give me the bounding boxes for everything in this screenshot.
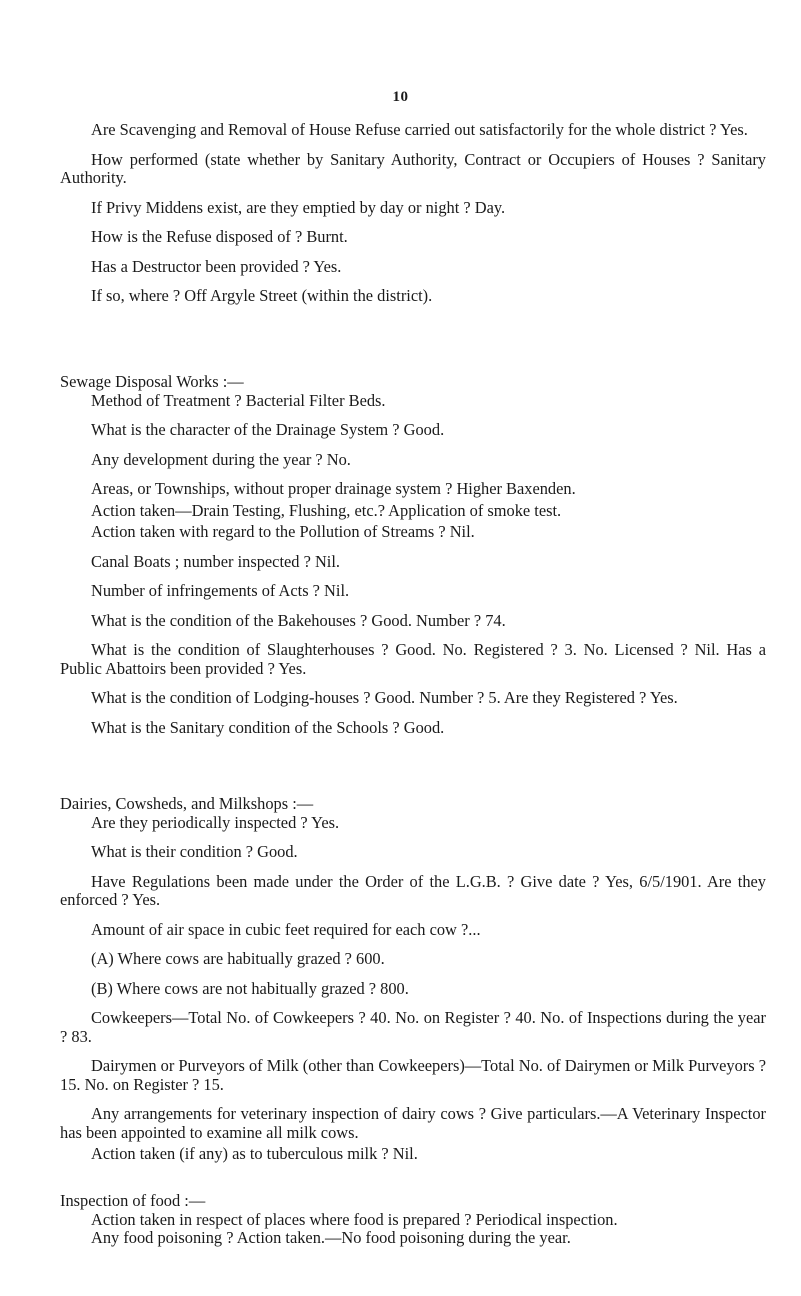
paragraph-grazed-b: (B) Where cows are not habitually grazed ? 800. bbox=[91, 978, 409, 998]
paragraph-slaughterhouses: What is the condition of Slaughterhouses ? Good. No. Registered ? 3. No. Licensed ? Nil. Has a Public Abattoirs been provided ? Yes. bbox=[60, 640, 766, 678]
paragraph-destructor-where: If so, where ? Off Argyle Street (within the district). bbox=[91, 286, 433, 305]
food-section bbox=[60, 1192, 766, 1248]
paragraph-air-space: Amount of air space in cubic feet required for each cow ?... bbox=[91, 919, 481, 939]
paragraph-refuse-disposed: How is the Refuse disposed of ? Burnt. bbox=[91, 227, 348, 246]
paragraph-how-performed: How performed (state whether by Sanitary Authority, Contract or Occupiers of Houses ? Sanitary Authority. bbox=[60, 149, 766, 187]
paragraph-places: Action taken in respect of places where food is prepared ? Periodical inspection. bbox=[91, 1209, 618, 1229]
dairies-heading: Dairies, Cowsheds, and Milkshops :— bbox=[60, 794, 314, 813]
sewage-section bbox=[60, 373, 766, 737]
paragraph-veterinary: Any arrangements for veterinary inspection of dairy cows ? Give particulars.—A Veterinary Inspector has been appointed to examine all milk cows. bbox=[60, 1104, 766, 1142]
paragraph-drainage-character: What is the character of the Drainage System ? Good. bbox=[91, 420, 445, 439]
paragraph-dairymen: Dairymen or Purveyors of Milk (other than Cowkeepers)—Total No. of Dairymen or Milk Purveyors ? 15. No. on Register ? 15. bbox=[60, 1056, 766, 1094]
paragraph-grazed-a: (A) Where cows are habitually grazed ? 600. bbox=[91, 949, 385, 968]
paragraph-development: Any development during the year ? No. bbox=[91, 449, 351, 469]
paragraph-lodging-houses: What is the condition of Lodging-houses ? Good. Number ? 5. Are they Registered ? Yes. bbox=[91, 688, 678, 707]
paragraph-pollution: Action taken with regard to the Pollution of Streams ? Nil. bbox=[91, 522, 475, 541]
sewage-heading: Sewage Disposal Works :— bbox=[60, 372, 244, 391]
paragraph-canal-boats: Canal Boats ; number inspected ? Nil. bbox=[91, 551, 340, 571]
paragraph-regulations: Have Regulations been made under the Order of the L.G.B. ? Give date ? Yes, 6/5/1901. Are they enforced ? Yes. bbox=[60, 871, 766, 909]
paragraph-infringements: Number of infringements of Acts ? Nil. bbox=[91, 581, 350, 600]
paragraph-method: Method of Treatment ? Bacterial Filter Beds. bbox=[91, 390, 386, 410]
dairies-section bbox=[60, 795, 766, 1164]
paragraph-schools: What is the Sanitary condition of the Schools ? Good. bbox=[91, 717, 445, 737]
paragraph-privy-middens: If Privy Middens exist, are they emptied by day or night ? Day. bbox=[91, 197, 506, 217]
paragraph-scavenging: Are Scavenging and Removal of House Refuse carried out satisfactorily for the whole district ? Yes. bbox=[91, 120, 748, 139]
paragraph-inspected: Are they periodically inspected ? Yes. bbox=[91, 812, 340, 832]
paragraph-poisoning: Any food poisoning ? Action taken.—No food poisoning during the year. bbox=[91, 1228, 571, 1247]
paragraph-areas-without: Areas, or Townships, without proper drainage system ? Higher Baxenden. bbox=[91, 479, 576, 498]
paragraph-destructor: Has a Destructor been provided ? Yes. bbox=[91, 256, 342, 276]
paragraph-condition: What is their condition ? Good. bbox=[91, 842, 298, 861]
page-number: 10 bbox=[392, 89, 409, 105]
paragraph-bakehouses: What is the condition of the Bakehouses ? Good. Number ? 74. bbox=[91, 610, 506, 630]
paragraph-tuberculous: Action taken (if any) as to tuberculous milk ? Nil. bbox=[91, 1144, 418, 1163]
paragraph-cowkeepers: Cowkeepers—Total No. of Cowkeepers ? 40. No. on Register ? 40. No. of Inspections during the year ? 83. bbox=[60, 1008, 766, 1046]
scavenging-section bbox=[60, 121, 766, 306]
paragraph-action-taken: Action taken—Drain Testing, Flushing, etc.? Application of smoke test. bbox=[91, 500, 562, 520]
food-heading: Inspection of food :— bbox=[60, 1191, 206, 1210]
